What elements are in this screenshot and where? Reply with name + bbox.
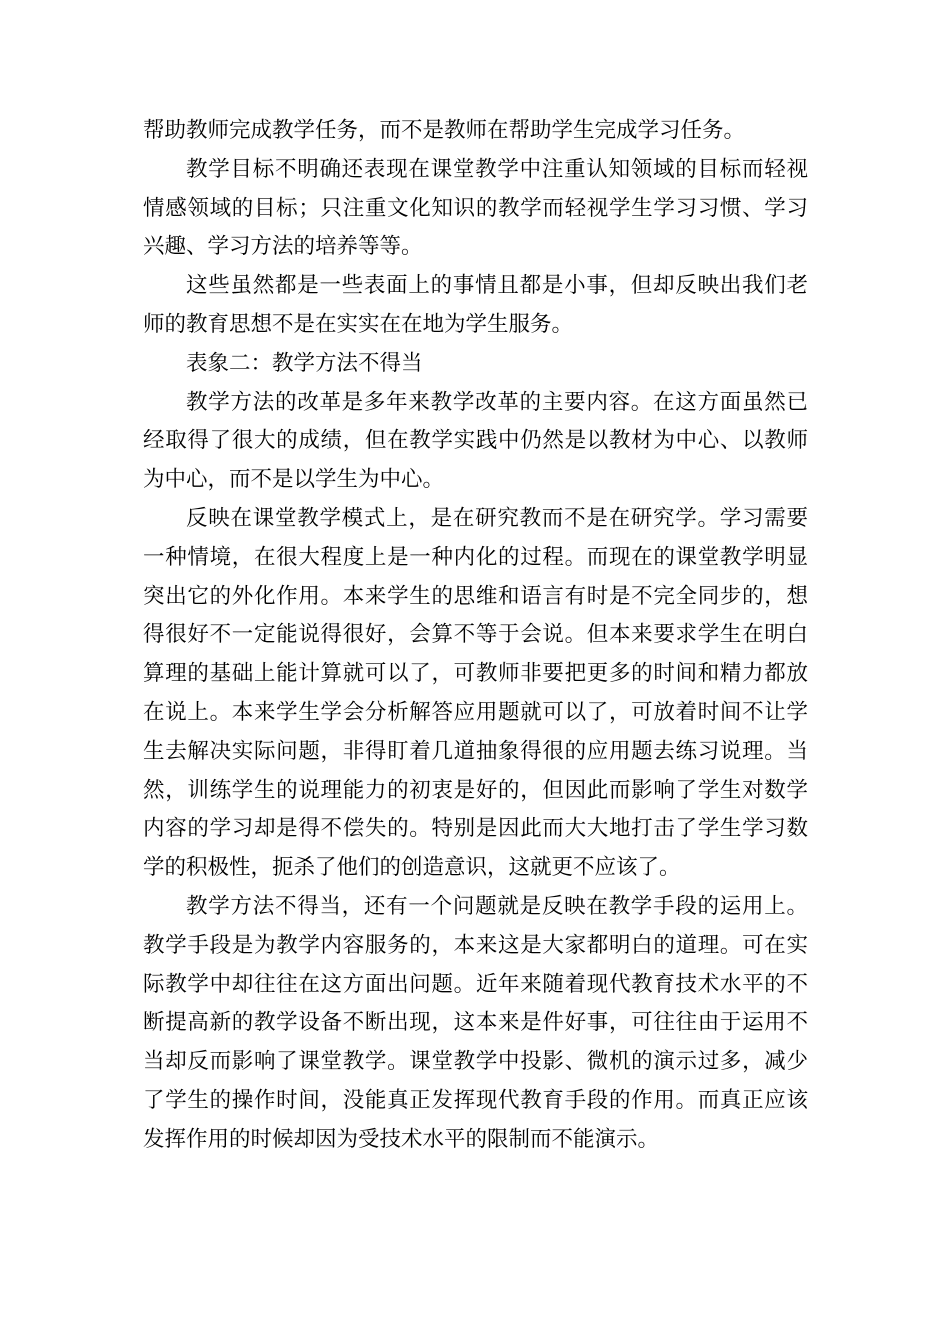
section-heading: 表象二：教学方法不得当 (186, 350, 423, 376)
paragraph-6: 反映在课堂教学模式上，是在研究教而不是在研究学。学习需要一种情境，在很大程度上是一种内化的过程。而现在的课堂教学明显突出它的外化作用。本来学生的思维和语言有时是不完全同步的，想得很好不一定能说得很好，会算不等于会说。但本来要求学生在明白算理的基础上能计算就可以了，可教师非要把更多的时间和精力都放在说上。本来学生学会分析解答应用题就可以了，可放着时间不让学生去解决实际问题，非得盯着几道抽象得很的应用题去练习说理。当然，训练学生的说理能力的初衷是好的，但因此而影响了学生对数学内容的学习却是得不偿失的。特别是因此而大大地打击了学生学习数学的积极性，扼杀了他们的创造意识，这就更不应该了。 (143, 505, 808, 881)
paragraph-3: 这些虽然都是一些表面上的事情且都是小事，但却反映出我们老师的教育思想不是在实实在在地为学生服务。 (143, 273, 808, 337)
paragraph-7: 教学方法不得当，还有一个问题就是反映在教学手段的运用上。教学手段是为教学内容服务的，本来这是大家都明白的道理。可在实际教学中却往往在这方面出问题。近年来随着现代教育技术水平的不断提高新的教学设备不断出现，这本来是件好事，可往往由于运用不当却反而影响了课堂教学。课堂教学中投影、微机的演示过多，减少了学生的操作时间，没能真正发挥现代教育手段的作用。而真正应该发挥作用的时候却因为受技术水平的限制而不能演示。 (143, 893, 808, 1152)
paragraph-2: 教学目标不明确还表现在课堂教学中注重认知领域的目标而轻视情感领域的目标；只注重文化知识的教学而轻视学生学习习惯、学习兴趣、学习方法的培养等等。 (143, 156, 808, 260)
paragraph-5: 教学方法的改革是多年来教学改革的主要内容。在这方面虽然已经取得了很大的成绩，但在教学实践中仍然是以教材为中心、以教师为中心，而不是以学生为中心。 (143, 389, 808, 493)
document-body (143, 112, 808, 1160)
paragraph-1: 帮助教师完成教学任务，而不是教师在帮助学生完成学习任务。 (143, 118, 746, 143)
